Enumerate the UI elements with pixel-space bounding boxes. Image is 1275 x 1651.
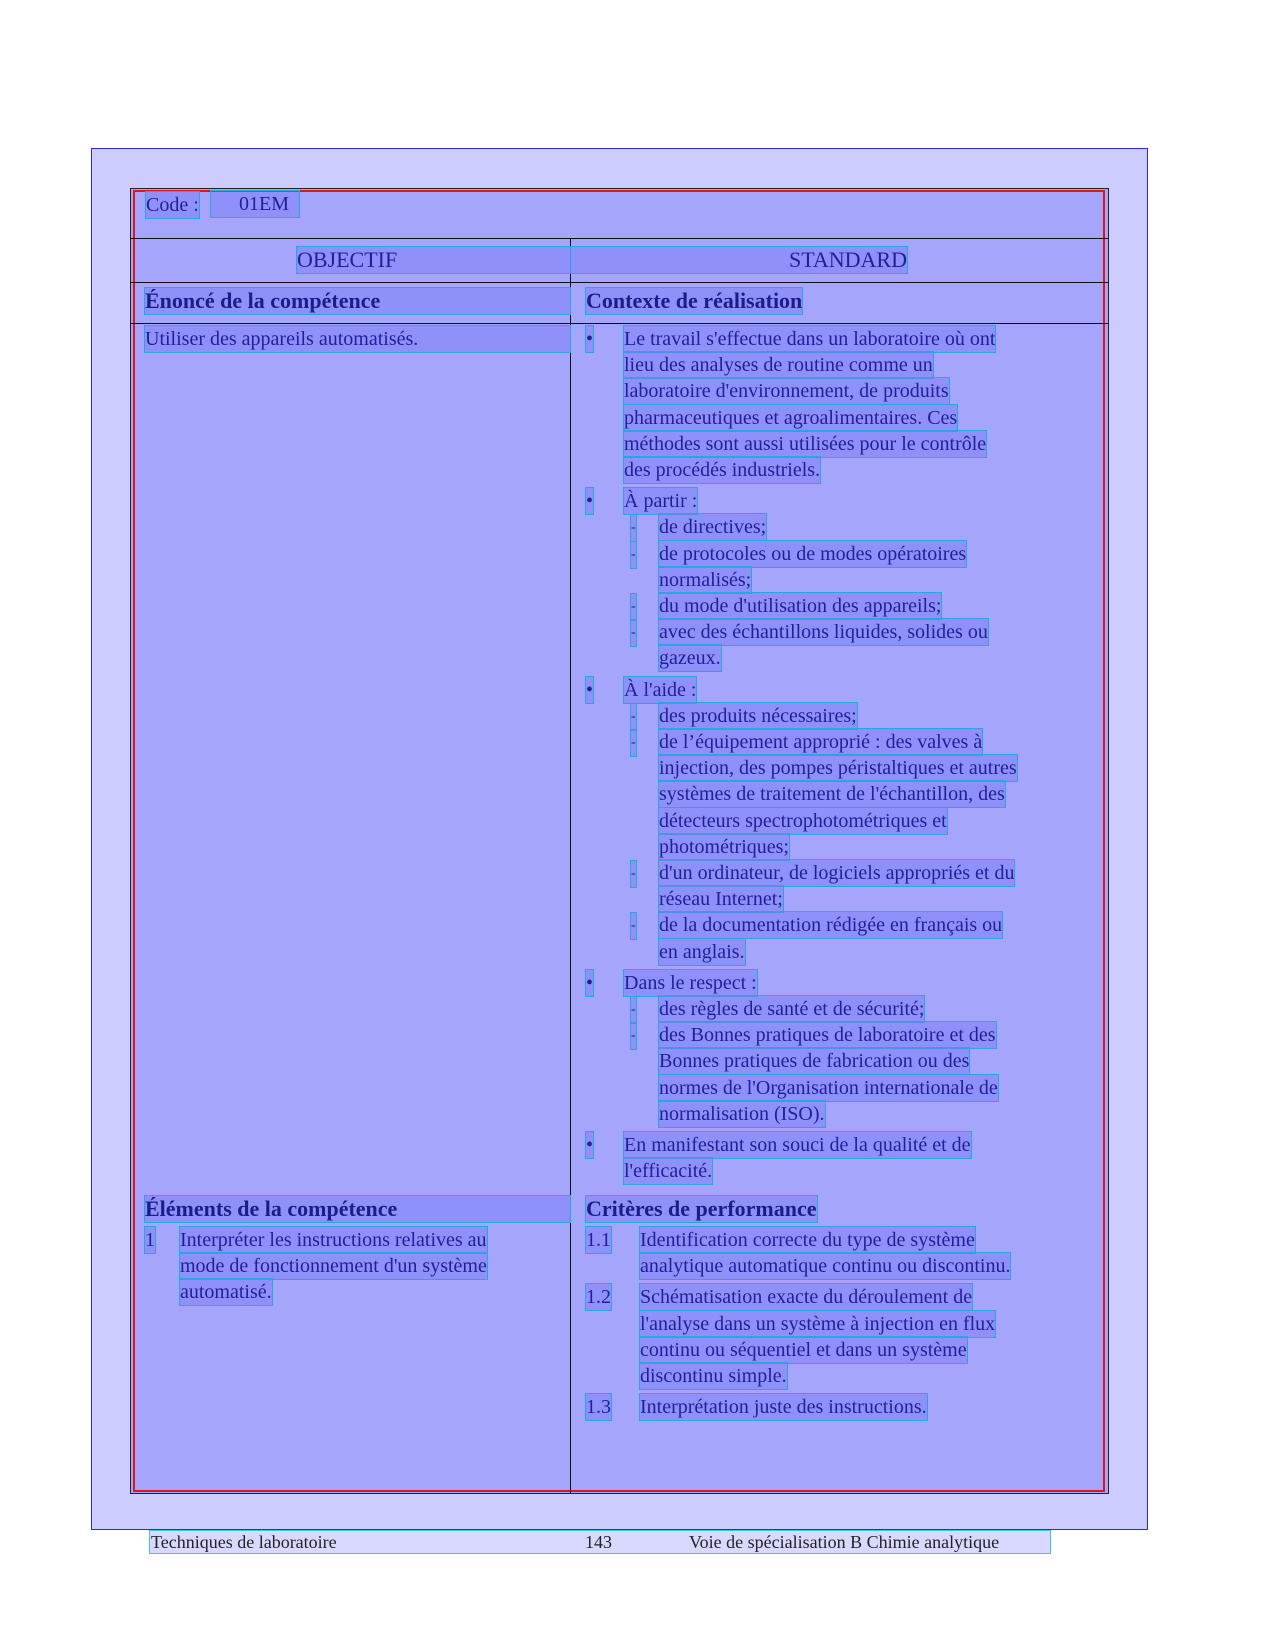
context-text-line: des procédés industriels. <box>624 459 821 481</box>
footer-program: Techniques de laboratoire <box>151 1532 337 1552</box>
context-subitem-line: de l’équipement approprié : des valves à <box>659 731 983 753</box>
code-label: Code : <box>146 194 199 216</box>
footer-page-number: 143 <box>585 1532 612 1552</box>
context-text-line: pharmaceutiques et agroalimentaires. Ces <box>624 406 958 429</box>
sub-dash-icon: - <box>631 594 636 620</box>
sub-dash-icon: - <box>631 861 636 887</box>
context-text-line: En manifestant son souci de la qualité et de <box>624 1134 971 1156</box>
sub-dash-icon: - <box>631 542 636 568</box>
context-subitem-line: en anglais. <box>659 940 745 963</box>
element-number: 1 <box>145 1229 155 1251</box>
context-subitem-line: gazeux. <box>659 647 721 670</box>
sub-dash-icon: - <box>631 515 636 541</box>
footer-specialization: Voie de spécialisation B Chimie analytique <box>689 1532 1000 1552</box>
context-subitem-line: photométriques; <box>659 835 789 858</box>
divider-header-top <box>130 238 1109 239</box>
context-bullet: • <box>586 971 594 994</box>
criterion-text-line: Interprétation juste des instructions. <box>640 1396 927 1419</box>
context-bullet: • <box>586 678 594 701</box>
context-subitem-line: injection, des pompes péristaltiques et autres <box>659 757 1017 780</box>
criterion-text-line: continu ou séquentiel et dans un système <box>640 1338 967 1361</box>
context-subitem-line: des Bonnes pratiques de laboratoire et des <box>659 1024 996 1047</box>
context-subitem-line: du mode d'utilisation des appareils; <box>659 595 942 617</box>
sub-dash-icon: - <box>631 620 636 646</box>
context-subitem-line: des règles de santé et de sécurité; <box>659 998 925 1020</box>
context-text-line: lieu des analyses de routine comme un <box>624 354 933 377</box>
criterion-text-line: Schématisation exacte du déroulement de <box>640 1286 973 1309</box>
context-text-line: l'efficacité. <box>624 1160 713 1183</box>
context-subitem-line: normalisation (ISO). <box>659 1102 825 1125</box>
divider-section-title <box>130 323 1109 324</box>
context-subitem-line: de protocoles ou de modes opératoires <box>659 542 967 565</box>
column-divider <box>570 238 571 1494</box>
element-text-line: automatisé. <box>180 1281 272 1304</box>
section-title-criteres: Critères de performance <box>586 1196 817 1221</box>
sub-dash-icon: - <box>631 997 636 1023</box>
context-subitem-line: détecteurs spectrophotométriques et <box>659 809 947 832</box>
sub-dash-icon: - <box>631 704 636 730</box>
context-subitem-line: d'un ordinateur, de logiciels appropriés et du <box>659 862 1015 884</box>
context-subitem-line: systèmes de traitement de l'échantillon, des <box>659 783 1005 806</box>
header-standard: STANDARD <box>571 247 907 273</box>
section-title-elements: Éléments de la compétence <box>145 1196 570 1222</box>
context-subitem-line: avec des échantillons liquides, solides ou <box>659 621 988 644</box>
section-title-enonce: Énoncé de la compétence <box>145 288 570 314</box>
element-text-line: mode de fonctionnement d'un système <box>180 1255 487 1278</box>
context-bullet: • <box>586 490 594 513</box>
context-bullet: • <box>586 328 594 350</box>
code-value: 01EM <box>211 191 299 217</box>
criterion-text-line: Identification correcte du type de système <box>640 1229 975 1251</box>
context-subitem-line: Bonnes pratiques de fabrication ou des <box>659 1050 970 1073</box>
context-subitem-line: normalisés; <box>659 568 752 591</box>
sub-dash-icon: - <box>631 1023 636 1049</box>
section-title-contexte: Contexte de réalisation <box>586 288 803 313</box>
competence-statement: Utiliser des appareils automatisés. <box>145 326 570 352</box>
context-subitem-line: des produits nécessaires; <box>659 704 857 727</box>
criterion-number: 1.2 <box>586 1286 611 1309</box>
divider-header-bottom <box>130 282 1109 283</box>
context-text-line: Dans le respect : <box>624 971 757 994</box>
context-text-line: méthodes sont aussi utilisées pour le contrôle <box>624 432 987 455</box>
context-subitem-line: de la documentation rédigée en français ou <box>659 914 1003 937</box>
context-subitem-line: réseau Internet; <box>659 888 783 911</box>
context-text-line: À l'aide : <box>624 678 697 701</box>
header-objectif: OBJECTIF <box>297 247 570 273</box>
criterion-text-line: analytique automatique continu ou discontinu. <box>640 1255 1011 1278</box>
criterion-text-line: discontinu simple. <box>640 1365 787 1387</box>
context-text-line: À partir : <box>624 490 698 513</box>
criterion-text-line: l'analyse dans un système à injection en flux <box>640 1312 996 1335</box>
element-text-line: Interpréter les instructions relatives au <box>180 1229 487 1251</box>
sub-dash-icon: - <box>631 730 636 756</box>
context-text-line: Le travail s'effectue dans un laboratoire où ont <box>624 328 996 350</box>
context-text-line: laboratoire d'environnement, de produits <box>624 380 949 403</box>
context-bullet: • <box>586 1134 594 1156</box>
context-subitem-line: normes de l'Organisation internationale de <box>659 1076 998 1099</box>
context-subitem-line: de directives; <box>659 516 767 539</box>
criterion-number: 1.3 <box>586 1396 611 1419</box>
sub-dash-icon: - <box>631 913 636 939</box>
criterion-number: 1.1 <box>586 1229 611 1251</box>
